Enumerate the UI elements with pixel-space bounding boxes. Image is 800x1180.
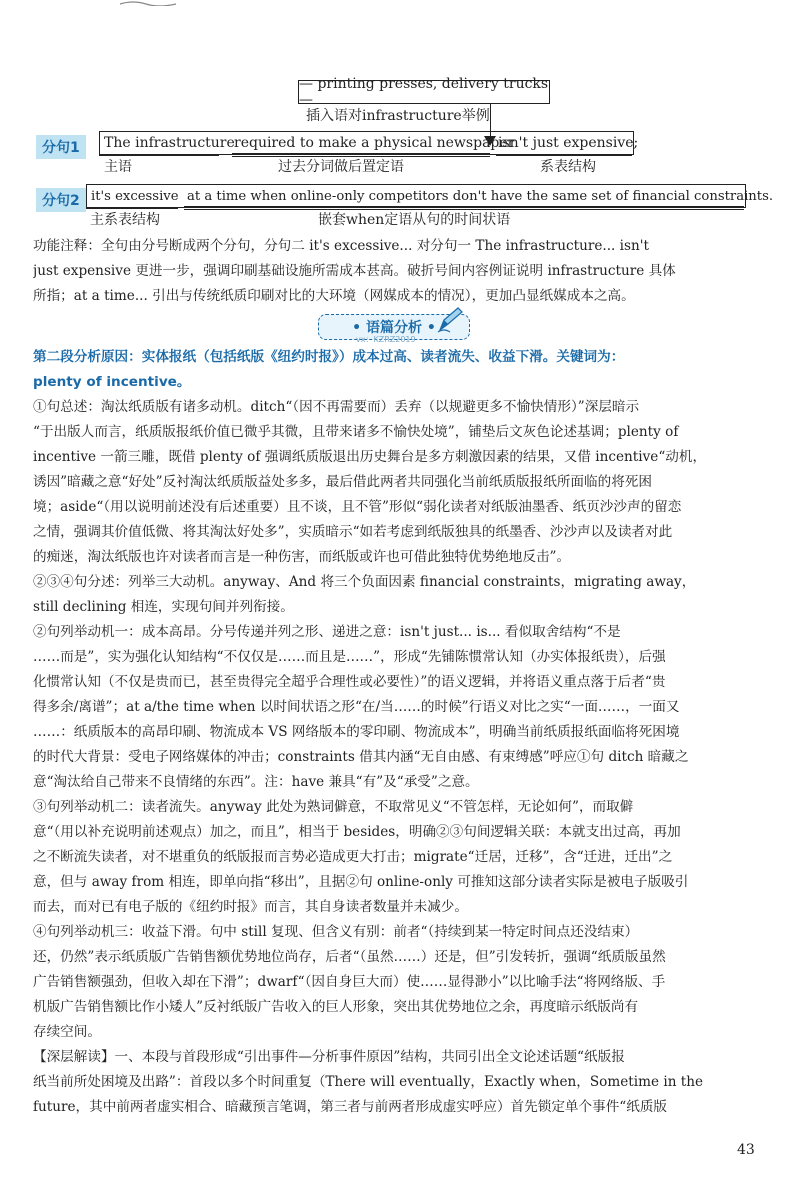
watermark: vx：KZRZ2019: [356, 335, 416, 344]
clause2-box: [86, 184, 774, 208]
paragraph-line: 第二段分析原因：实体报纸（包括纸版《纽约时报》）成本过高、读者流失、收益下滑。关键词为：: [33, 349, 625, 365]
paragraph-line: 而去，而对已有电子版的《纽约时报》而言，其自身读者数量并未减少。: [33, 899, 468, 915]
paragraph-line: ②③④句分述：列举三大动机。anyway、And 将三个负面因素 financial constraints，migrating away，: [33, 574, 696, 590]
paragraph-sentence2: [33, 620, 773, 795]
paragraph-line: still declining 相连，实现句间并列衔接。: [33, 599, 294, 615]
function-note-line: 功能注释：全句由分号断成两个分句，分句二 it's excessive... 对分句一 The infrastructure... isn't: [33, 238, 649, 254]
paragraph-sentences234: [33, 570, 773, 620]
paragraph-sentence1: [33, 395, 773, 570]
insert-box: [298, 76, 550, 108]
clause1-label-subject: 主语: [104, 159, 132, 175]
clause2-main: it's excessive: [91, 188, 179, 204]
paragraph-line: plenty of incentive。: [33, 374, 191, 390]
clause2-adverbial: at a time when online-only competitors don't have the same set of financial constraints.: [187, 188, 774, 204]
top-scrap-mark: [118, 0, 178, 6]
paragraph-line: 存续空间。: [33, 1024, 101, 1040]
function-note-line: just expensive 更进一步，强调印刷基础设施所需成本甚高。破折号间内容例证说明 infrastructure 具体: [33, 263, 676, 279]
paragraph-line: ④句列举动机三：收益下滑。句中 still 复现、但含义有别：前者“（持续到某一特定时间点还没结束）: [33, 924, 639, 940]
clause1-box: [99, 131, 639, 155]
paragraph-intro: [33, 345, 773, 395]
paragraph-line: 还，仍然”表示纸质版广告销售额优势地位尚存，后者“（虽然……）还是，但”引发转折，强调“纸质版虽然: [33, 949, 666, 965]
paragraph-line: ①句总述：淘汰纸质版有诸多动机。ditch“（因不再需要而）丢弃（以规避更多不愉快情形）”深层暗示: [33, 399, 640, 415]
paragraph-line: 境；aside“（用以说明前述没有后述重要）且不谈，且不管”形似“弱化读者对纸版油墨香、纸页沙沙声的留恋: [33, 499, 682, 515]
paragraph-line: 纸当前所处困境及出路”：首段以多个时间重复（There will eventually，Exactly when，Sometime in the: [33, 1074, 704, 1090]
clause1-tag: 分句1: [36, 135, 86, 159]
paragraph-line: 化惯常认知（不仅是贵而已，甚至贵得完全超乎合理性或必要性）”的语义逻辑，并将语义重点落于后者“贵: [33, 674, 666, 690]
clause1-predicate: isn't just expensive;: [498, 135, 639, 151]
paragraph-sentence3: [33, 795, 773, 920]
paragraph-line: “于出版人而言，纸质版报纸价值已微乎其微，且带来诸多不愉快处境”，铺垫后文灰色论述基调；plenty of: [33, 424, 679, 440]
paragraph-line: 意，但与 away from 相连，即单向指“移出”，且据②句 online-only 可推知这部分读者实际是被电子版吸引: [33, 874, 689, 890]
paragraph-line: ③句列举动机二：读者流失。anyway 此处为熟词僻意，不取常见义“不管怎样，无论如何”，而取僻: [33, 799, 634, 815]
clause2-label-adverbial: 嵌套when定语从句的时间状语: [318, 212, 511, 228]
paragraph-line: incentive 一箭三雕，既借 plenty of 强调纸质版退出历史舞台是多方刺激因素的结果，又借 incentive“动机，: [33, 449, 707, 465]
paragraph-line: 得多余/离谱”；at a/the time when 以时间状语之形“在/当……的时候”行语义对比之实“一面……，一面又: [33, 699, 680, 715]
clause2-tag: 分句2: [36, 188, 86, 212]
pencil-icon: [436, 306, 464, 334]
paragraph-line: 意“淘汰给自己带来不良情绪的东西”。注：have 兼具“有”及“承受”之意。: [33, 774, 479, 790]
function-note: [33, 234, 773, 309]
paragraph-line: 机版广告销售额比作小矮人”反衬纸版广告收入的巨人形象，突出其优势地位之余，再度暗示纸版尚有: [33, 999, 639, 1015]
paragraph-line: 意“（用以补充说明前述观点）加之，而且”，相当于 besides，明确②③句间逻辑关联：本就支出过高，再加: [33, 824, 681, 840]
paragraph-line: 的痴迷，淘汰纸版也许对读者而言是一种伤害，而纸版或许也可借此独特优势绝地反击”。: [33, 549, 571, 565]
paragraph-line: 诱因”暗藏之意“好处”反衬淘汰纸质版益处多多，最后借此两者共同强化当前纸质版报纸所面临的将死困: [33, 474, 652, 490]
page-number: 43: [737, 1142, 755, 1158]
paragraph-sentence4: [33, 920, 773, 1045]
paragraph-line: 的时代大背景：受电子网络媒体的冲击；constraints 借其内涵“无自由感、有束缚感”呼应①句 ditch 暗藏之: [33, 749, 689, 765]
paragraph-line: ②句列举动机一：成本高昂。分号传递并列之形、递进之意：isn't just... is... 看似取舍结构“不是: [33, 624, 621, 640]
clause1-label-participle: 过去分词做后置定语: [278, 159, 404, 175]
clause1-subject: The infrastructure: [104, 135, 235, 151]
function-note-line: 所指；at a time... 引出与传统纸质印刷对比的大环境（网媒成本的情况），更加凸显纸媒成本之高。: [33, 288, 635, 304]
clause1-label-predicate: 系表结构: [540, 159, 596, 175]
paragraph-line: 【深层解读】一、本段与首段形成“引出事件—分析事件原因”结构，共同引出全文论述话题“纸版报: [33, 1049, 625, 1065]
clause1-participle: required to make a physical newspaper: [234, 135, 515, 151]
insert-note: 插入语对infrastructure举例: [306, 108, 490, 124]
section-heading-text: • 语篇分析 •: [352, 320, 436, 336]
paragraph-line: 之不断流失读者，对不堪重负的纸版报而言势必造成更大打击；migrate“迁居，迁移”，含“迁进，迁出”之: [33, 849, 673, 865]
paragraph-line: ……：纸质版本的高昂印刷、物流成本 VS 网络版本的零印刷、物流成本”，明确当前纸质报纸面临将死困境: [33, 724, 680, 740]
insert-box-text: — printing presses, delivery trucks —: [299, 76, 549, 108]
paragraph-line: 广告销售额强劲，但收入却在下滑”；dwarf“（因自身巨大而）使……显得渺小”以比喻手法“将网络版、手: [33, 974, 666, 990]
paragraph-line: future，其中前两者虚实相合、暗藏预言笔调，第三者与前两者形成虚实呼应）首先锁定单个事件“纸质版: [33, 1099, 668, 1115]
clause2-label-main: 主系表结构: [90, 212, 160, 228]
paragraph-line: 之情，强调其价值低微、将其淘汰好处多”，实质暗示“如若考虑到纸版独具的纸墨香、沙沙声以及读者对此: [33, 524, 673, 540]
paragraph-deep-reading: [33, 1045, 773, 1120]
paragraph-line: ……而是”，实为强化认知结构“不仅仅是……而且是……”，形成“先铺陈惯常认知（办实体报纸贵），后强: [33, 649, 666, 665]
